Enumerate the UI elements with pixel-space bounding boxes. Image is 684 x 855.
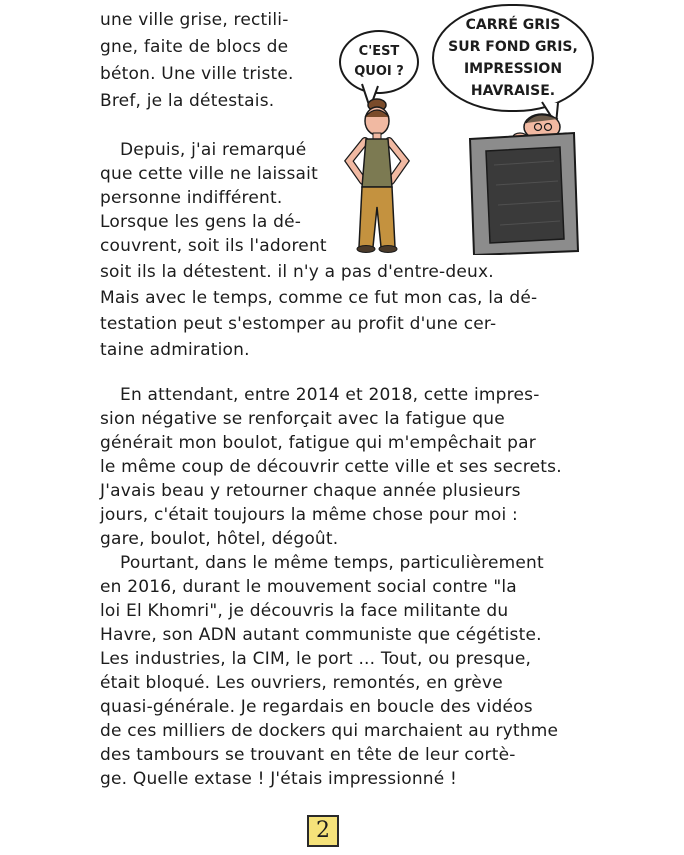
text-line: J'avais beau y retourner chaque année plusieurs [100,481,521,501]
speech-bubble-woman-line: C'EST [358,44,400,59]
text-line: Depuis, j'ai remarqué [120,140,307,160]
text-line: de ces milliers de dockers qui marchaient au rythme [100,721,559,741]
text-line: générait mon boulot, fatigue qui m'empêchait par [100,433,536,453]
woman-illustration [337,95,417,255]
text-line: taine admiration. [100,340,250,360]
text-line: Havre, son ADN autant communiste que cégétiste. [100,625,542,645]
text-line: Mais avec le temps, comme ce fut mon cas, la dé- [100,288,538,308]
text-line: était bloqué. Les ouvriers, remontés, en grève [100,673,503,693]
text-line: Lorsque les gens la dé- [100,212,302,232]
text-line: sion négative se renforçait avec la fatigue que [100,409,505,429]
text-line: Les industries, la CIM, le port ... Tout, ou presque, [100,649,532,669]
speech-bubble-man-line: SUR FOND GRIS, [448,39,578,55]
text-line: gne, faite de blocs de [100,37,289,57]
text-line: En attendant, entre 2014 et 2018, cette impres- [120,385,540,405]
speech-bubble-woman-line: QUOI ? [354,64,404,79]
text-line: Pourtant, dans le même temps, particulièrement [120,553,544,573]
text-line: loi El Khomri", je découvris la face militante du [100,601,509,621]
speech-bubble-man-line: CARRÉ GRIS [465,17,561,33]
text-line: soit ils la détestent. il n'y a pas d'entre-deux. [100,262,494,282]
text-line: le même coup de découvrir cette ville et ses secrets. [100,457,562,477]
text-line: personne indifférent. [100,188,283,208]
speech-bubble-man [432,4,594,112]
text-line: ge. Quelle extase ! J'étais impressionné ! [100,769,458,789]
text-line: béton. Une ville triste. [100,64,294,84]
text-line: des tambours se trouvant en tête de leur cortè- [100,745,516,765]
text-line: couvrent, soit ils l'adorent [100,236,327,256]
speech-bubble-man-line: HAVRAISE. [470,83,556,99]
text-line: en 2016, durant le mouvement social contre "la [100,577,517,597]
page-number: 2 [307,815,339,847]
painting-illustration [462,105,582,255]
text-line: gare, boulot, hôtel, dégoût. [100,529,339,549]
text-line: une ville grise, rectili- [100,10,289,30]
speech-bubble-man-line: IMPRESSION [463,61,563,77]
text-line: testation peut s'estomper au profit d'une cer- [100,314,497,334]
text-line: quasi-générale. Je regardais en boucle des vidéos [100,697,533,717]
text-line: jours, c'était toujours la même chose pour moi : [100,505,518,525]
text-line: Bref, je la détestais. [100,91,275,111]
text-line: que cette ville ne laissait [100,164,318,184]
